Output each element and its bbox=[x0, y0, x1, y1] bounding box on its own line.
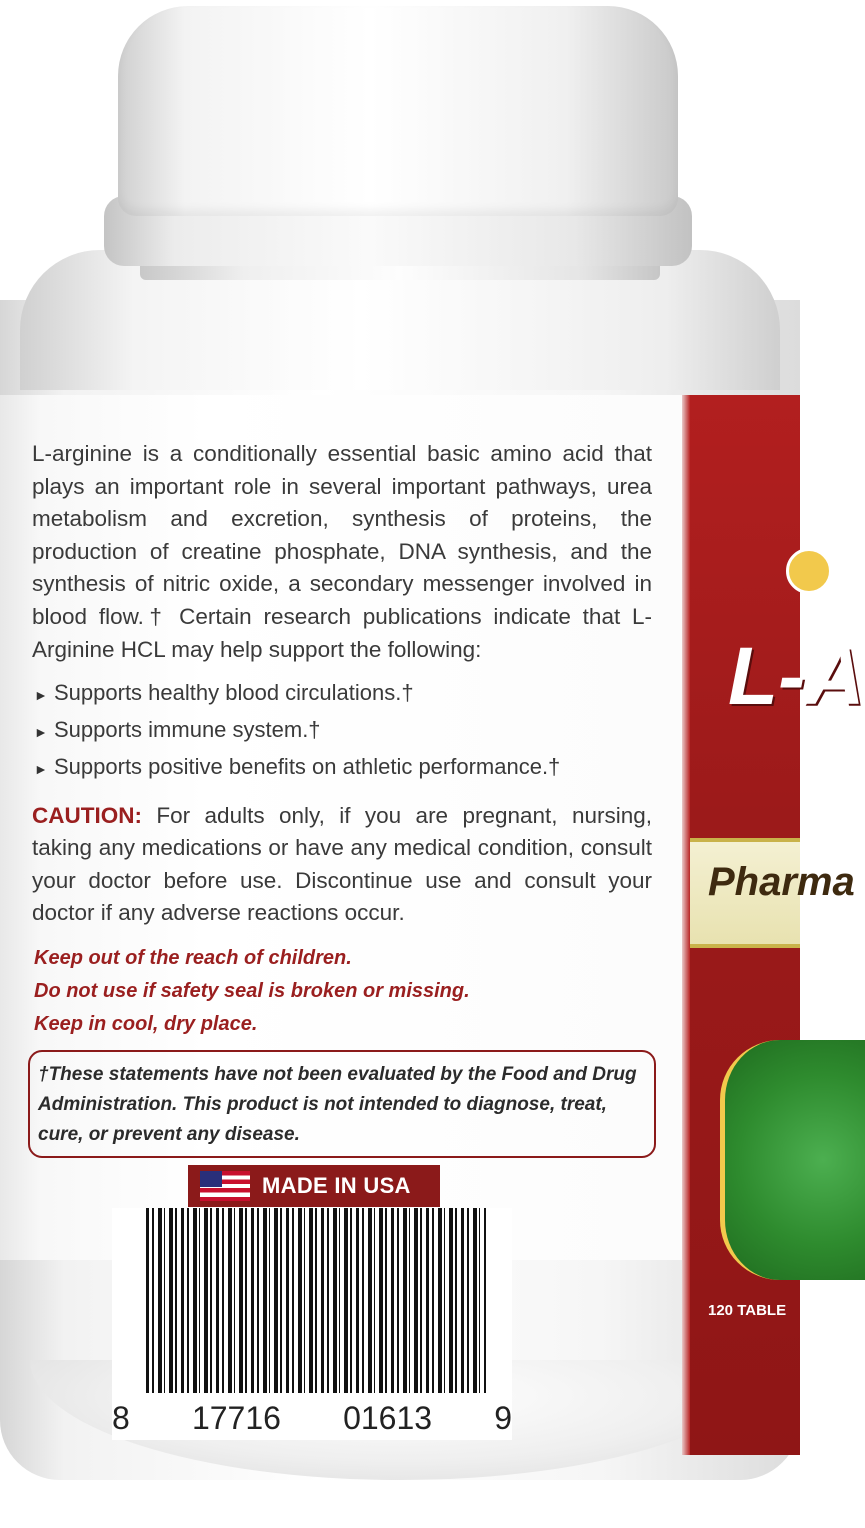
front-green-graphic bbox=[720, 1040, 865, 1280]
benefit-text: Supports immune system.† bbox=[54, 717, 321, 742]
caution-text: For adults only, if you are pregnant, nursing, taking any medications or have any medical condition, consult your doctor before use. Discontinue use and consult your doctor if any adverse reactions occur. bbox=[32, 803, 652, 926]
benefit-text: Supports positive benefits on athletic performance.† bbox=[54, 754, 561, 779]
barcode-digit-group: 01613 bbox=[343, 1399, 433, 1436]
benefit-item bbox=[34, 715, 674, 752]
front-tablet-count: 120 TABLE bbox=[708, 1302, 787, 1319]
arrow-right-icon: ► bbox=[34, 687, 48, 703]
product-description: L-arginine is a conditionally essential basic amino acid that plays an important role in several important pathways, urea metabolism and excretion, synthesis of proteins, the production of creatine phosphate, DNA synthesis, and the synthesis of nitric oxide, a secondary messenger involved in blood flow.† Certain research publications indicate that L-Arginine HCL may help support the following: bbox=[32, 441, 652, 662]
warning-item: Keep out of the reach of children. bbox=[34, 947, 352, 969]
arrow-right-icon: ► bbox=[34, 724, 48, 740]
caution-statement bbox=[32, 800, 652, 930]
benefit-list bbox=[34, 678, 674, 789]
bottle-cap bbox=[118, 6, 678, 216]
barcode-bars bbox=[146, 1208, 486, 1393]
warning-item: Do not use if safety seal is broken or missing. bbox=[34, 980, 470, 1002]
benefit-text: Supports healthy blood circulations.† bbox=[54, 680, 414, 705]
made-in-usa-badge bbox=[188, 1165, 440, 1207]
benefit-item bbox=[34, 678, 674, 715]
caution-label: CAUTION: bbox=[32, 803, 142, 828]
arrow-right-icon: ► bbox=[34, 761, 48, 777]
us-flag-icon bbox=[200, 1171, 250, 1201]
warning-item: Keep in cool, dry place. bbox=[34, 1013, 258, 1035]
barcode-digits bbox=[112, 1400, 512, 1436]
flag-canton bbox=[200, 1171, 222, 1187]
barcode bbox=[112, 1208, 512, 1440]
brand-logo-icon bbox=[786, 548, 832, 594]
front-label-edge bbox=[682, 395, 690, 1455]
benefit-item bbox=[34, 752, 674, 789]
front-product-title: L-A bbox=[728, 631, 865, 722]
front-grade-text: Pharma bbox=[708, 860, 855, 904]
barcode-digit-group: 17716 bbox=[191, 1399, 281, 1436]
barcode-digit-group: 9 bbox=[494, 1399, 512, 1436]
barcode-digit-group: 8 bbox=[112, 1399, 130, 1436]
fda-disclaimer: †These statements have not been evaluated by the Food and Drug Administration. This product is not intended to diagnose, treat, cure, or prevent any disease. bbox=[28, 1050, 656, 1158]
warning-list bbox=[34, 942, 654, 1041]
made-in-text: MADE IN USA bbox=[262, 1173, 411, 1198]
